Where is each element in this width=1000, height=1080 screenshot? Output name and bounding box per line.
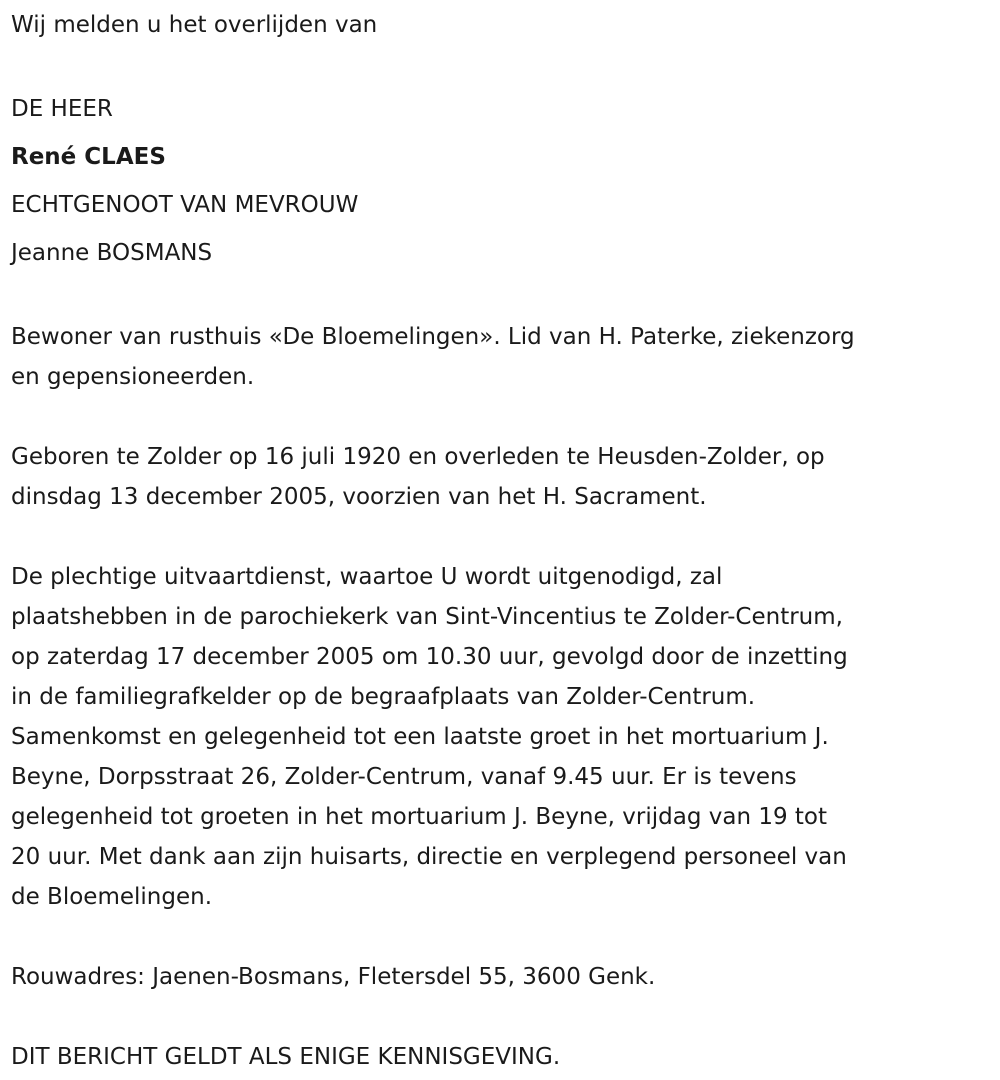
notice-paragraph: [11, 1037, 990, 1077]
paragraph-line: en gepensioneerden.: [11, 364, 255, 390]
title-prefix: DE HEER: [11, 96, 113, 122]
paragraph-line: Samenkomst en gelegenheid tot een laatste groet in het mortuarium J.: [11, 724, 829, 750]
paragraph-line: Geboren te Zolder op 16 juli 1920 en overleden te Heusden-Zolder, op: [11, 444, 825, 470]
funeral-paragraph: [11, 557, 990, 917]
paragraph-line: gelegenheid tot groeten in het mortuarium J. Beyne, vrijdag van 19 tot: [11, 804, 828, 830]
paragraph-line: Bewoner van rusthuis «De Bloemelingen». Lid van H. Paterke, ziekenzorg: [11, 324, 855, 350]
paragraph-line: de Bloemelingen.: [11, 884, 213, 910]
paragraph-line: in de familiegrafkelder op de begraafplaats van Zolder-Centrum.: [11, 684, 756, 710]
deceased-name: René CLAES: [11, 144, 166, 170]
paragraph-line: De plechtige uitvaartdienst, waartoe U wordt uitgenodigd, zal: [11, 564, 723, 590]
paragraph-line: plaatshebben in de parochiekerk van Sint-Vincentius te Zolder-Centrum,: [11, 604, 843, 630]
paragraph-line: Beyne, Dorpsstraat 26, Zolder-Centrum, vanaf 9.45 uur. Er is tevens: [11, 764, 797, 790]
spouse-name: Jeanne BOSMANS: [11, 240, 213, 266]
paragraph-line: dinsdag 13 december 2005, voorzien van het H. Sacrament.: [11, 484, 707, 510]
birth-death-paragraph: [11, 437, 990, 517]
address-paragraph: [11, 957, 990, 997]
relation-text: ECHTGENOOT VAN MEVROUW: [11, 192, 359, 218]
residence-paragraph: [11, 317, 990, 397]
intro-text: Wij melden u het overlijden van: [11, 12, 378, 38]
mourning-address: Rouwadres: Jaenen-Bosmans, Fletersdel 55, 3600 Genk.: [11, 964, 656, 990]
paragraph-line: op zaterdag 17 december 2005 om 10.30 uur, gevolgd door de inzetting: [11, 644, 848, 670]
notice-text: DIT BERICHT GELDT ALS ENIGE KENNISGEVING.: [11, 1044, 561, 1070]
deceased-block: [11, 85, 990, 277]
paragraph-line: 20 uur. Met dank aan zijn huisarts, directie en verplegend personeel van: [11, 844, 847, 870]
